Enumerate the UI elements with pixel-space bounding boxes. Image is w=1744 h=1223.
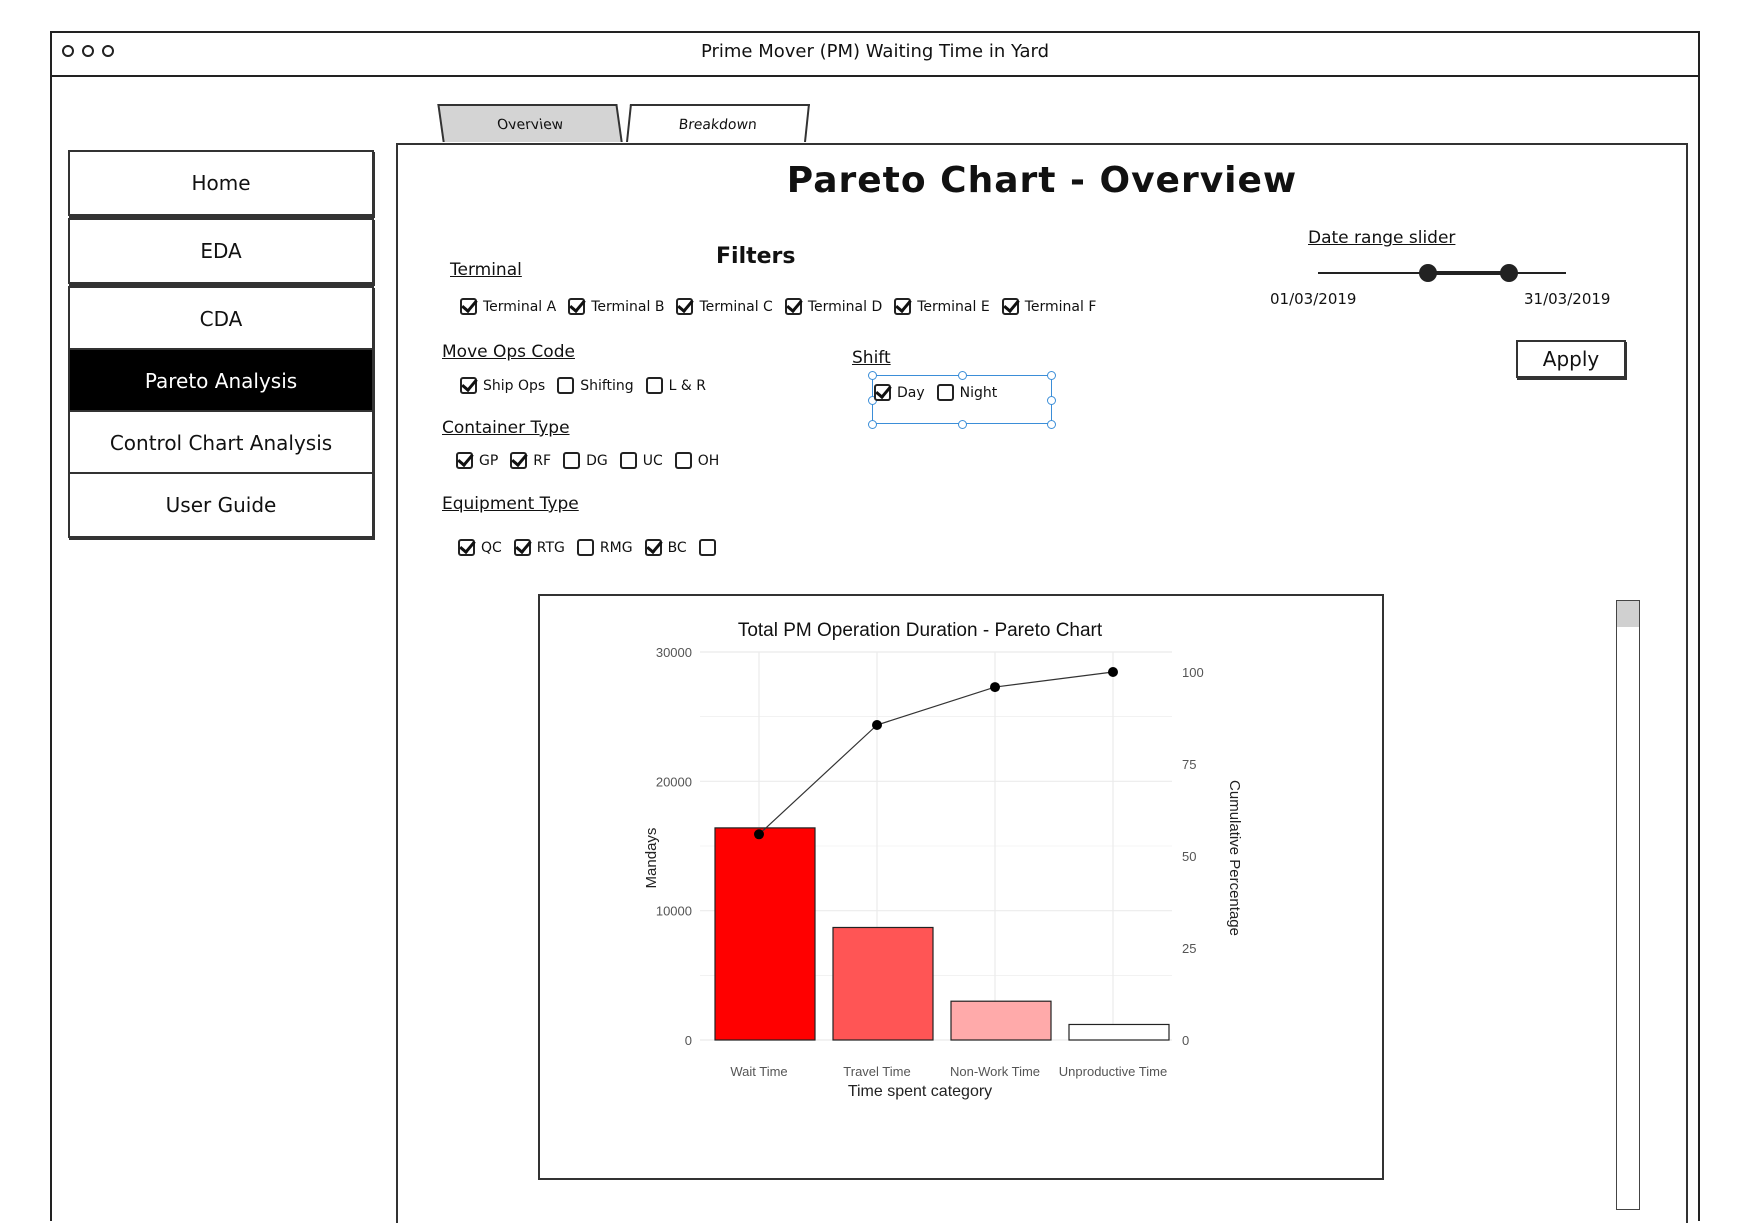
equipment-type-label: Equipment Type bbox=[442, 494, 579, 514]
cumulative-point bbox=[1108, 667, 1118, 677]
x-tick-label: Travel Time bbox=[843, 1064, 911, 1079]
selection-handle[interactable] bbox=[1047, 371, 1056, 380]
selection-handle[interactable] bbox=[958, 371, 967, 380]
checkbox-label: UC bbox=[642, 452, 663, 469]
chart-bar bbox=[715, 828, 815, 1040]
selection-handle[interactable] bbox=[868, 420, 877, 429]
move-ops-option[interactable] bbox=[557, 377, 633, 394]
terminal-label: Terminal bbox=[450, 260, 522, 280]
checkbox-label: OH bbox=[697, 452, 720, 469]
checkbox-unchecked-icon[interactable] bbox=[699, 539, 716, 556]
checkbox-unchecked-icon[interactable] bbox=[675, 452, 692, 469]
checkbox-checked-icon[interactable] bbox=[874, 384, 891, 401]
pareto-chart-svg bbox=[540, 596, 1382, 1178]
terminal-option[interactable] bbox=[785, 298, 882, 315]
selection-handle[interactable] bbox=[1047, 420, 1056, 429]
shift-option[interactable] bbox=[874, 384, 925, 401]
terminal-option[interactable] bbox=[894, 298, 989, 315]
checkbox-unchecked-icon[interactable] bbox=[577, 539, 594, 556]
equipment-option[interactable] bbox=[577, 539, 633, 556]
terminal-options bbox=[460, 298, 1108, 315]
checkbox-label: GP bbox=[479, 452, 499, 469]
page-title: Pareto Chart - Overview bbox=[786, 160, 1298, 201]
checkbox-unchecked-icon[interactable] bbox=[563, 452, 580, 469]
window-title: Prime Mover (PM) Waiting Time in Yard bbox=[700, 41, 1050, 62]
checkbox-label: RF bbox=[533, 452, 552, 469]
sidebar-item-cda[interactable]: CDA bbox=[68, 286, 374, 352]
date-start-value: 01/03/2019 bbox=[1270, 290, 1357, 308]
apply-button[interactable]: Apply bbox=[1516, 340, 1626, 378]
sidebar-item-home[interactable]: Home bbox=[68, 150, 374, 216]
y2-tick-label: 50 bbox=[1182, 849, 1197, 864]
checkbox-label: Terminal C bbox=[699, 298, 773, 315]
chart-bar bbox=[951, 1001, 1051, 1040]
container-option[interactable] bbox=[510, 452, 551, 469]
equipment-option[interactable] bbox=[699, 539, 722, 556]
selection-handle[interactable] bbox=[958, 420, 967, 429]
checkbox-unchecked-icon[interactable] bbox=[620, 452, 637, 469]
checkbox-label: Terminal E bbox=[917, 298, 990, 315]
terminal-option[interactable] bbox=[460, 298, 556, 315]
scrollbar-thumb[interactable] bbox=[1617, 601, 1639, 627]
title-bar bbox=[50, 31, 1700, 77]
x-tick-label: Wait Time bbox=[730, 1064, 788, 1079]
checkbox-checked-icon[interactable] bbox=[460, 298, 477, 315]
equipment-option[interactable] bbox=[458, 539, 502, 556]
y2-tick-label: 75 bbox=[1182, 757, 1197, 772]
shift-label: Shift bbox=[852, 348, 891, 368]
y2-tick-label: 25 bbox=[1182, 941, 1197, 956]
checkbox-checked-icon[interactable] bbox=[1002, 298, 1019, 315]
scrollbar-track[interactable] bbox=[1616, 600, 1640, 1210]
sidebar-item-eda[interactable]: EDA bbox=[68, 218, 374, 284]
chart-y-axis-label: Mandays bbox=[643, 827, 660, 889]
filters-heading: Filters bbox=[716, 244, 796, 269]
checkbox-checked-icon[interactable] bbox=[894, 298, 911, 315]
checkbox-checked-icon[interactable] bbox=[510, 452, 527, 469]
checkbox-checked-icon[interactable] bbox=[645, 539, 662, 556]
date-slider-end-handle[interactable] bbox=[1500, 264, 1518, 282]
checkbox-label: Shifting bbox=[580, 377, 634, 394]
checkbox-label: Terminal A bbox=[483, 298, 557, 315]
terminal-option[interactable] bbox=[1002, 298, 1097, 315]
selection-handle[interactable] bbox=[868, 371, 877, 380]
sidebar-item-pareto-analysis[interactable]: Pareto Analysis bbox=[68, 348, 374, 414]
equipment-option[interactable] bbox=[514, 539, 565, 556]
y-tick-label: 20000 bbox=[655, 774, 692, 790]
cumulative-point bbox=[754, 829, 764, 839]
checkbox-checked-icon[interactable] bbox=[460, 377, 477, 394]
chart-y2-axis-label: Cumulative Percentage bbox=[1226, 780, 1243, 936]
equipment-type-options bbox=[458, 539, 734, 556]
y-tick-label: 30000 bbox=[655, 645, 692, 660]
checkbox-label: Day bbox=[897, 384, 925, 401]
y-tick-label: 10000 bbox=[655, 903, 692, 919]
checkbox-label: Terminal D bbox=[807, 298, 883, 315]
checkbox-unchecked-icon[interactable] bbox=[646, 377, 663, 394]
chart-bar bbox=[1069, 1024, 1169, 1040]
terminal-option[interactable] bbox=[568, 298, 664, 315]
checkbox-checked-icon[interactable] bbox=[785, 298, 802, 315]
x-tick-label: Unproductive Time bbox=[1058, 1064, 1168, 1079]
checkbox-unchecked-icon[interactable] bbox=[937, 384, 954, 401]
y2-tick-label: 0 bbox=[1182, 1033, 1190, 1048]
sidebar-item-user-guide[interactable]: User Guide bbox=[68, 472, 374, 538]
terminal-option[interactable] bbox=[676, 298, 772, 315]
x-tick-label: Non-Work Time bbox=[949, 1064, 1041, 1079]
shift-option[interactable] bbox=[937, 384, 998, 401]
move-ops-option[interactable] bbox=[646, 377, 706, 394]
container-type-label: Container Type bbox=[442, 418, 570, 438]
checkbox-label: Ship Ops bbox=[483, 377, 546, 394]
chart-x-axis-label: Time spent category bbox=[847, 1083, 993, 1100]
chart-title: Total PM Operation Duration - Pareto Chart bbox=[737, 620, 1103, 641]
date-slider-range bbox=[1428, 271, 1510, 275]
checkbox-label: Night bbox=[959, 384, 998, 401]
selection-handle[interactable] bbox=[1047, 396, 1056, 405]
checkbox-checked-icon[interactable] bbox=[458, 539, 475, 556]
sidebar-item-control-chart-analysis[interactable]: Control Chart Analysis bbox=[68, 410, 374, 476]
cumulative-line bbox=[759, 672, 1113, 834]
checkbox-label: BC bbox=[667, 539, 687, 556]
pareto-chart bbox=[538, 594, 1384, 1180]
checkbox-unchecked-icon[interactable] bbox=[557, 377, 574, 394]
checkbox-label: DG bbox=[586, 452, 608, 469]
tab-overview[interactable]: Overview bbox=[437, 104, 622, 142]
y-tick-label: 0 bbox=[684, 1033, 692, 1048]
checkbox-label: Terminal F bbox=[1024, 298, 1097, 315]
equipment-option[interactable] bbox=[645, 539, 687, 556]
checkbox-label: RMG bbox=[599, 539, 633, 556]
checkbox-label: QC bbox=[481, 539, 502, 556]
move-ops-options bbox=[460, 377, 718, 394]
checkbox-checked-icon[interactable] bbox=[676, 298, 693, 315]
cumulative-point bbox=[990, 682, 1000, 692]
container-option[interactable] bbox=[563, 452, 608, 469]
container-option[interactable] bbox=[675, 452, 720, 469]
date-end-value: 31/03/2019 bbox=[1524, 290, 1611, 308]
container-option[interactable] bbox=[456, 452, 498, 469]
y2-tick-label: 100 bbox=[1182, 665, 1204, 680]
checkbox-label: Terminal B bbox=[591, 298, 665, 315]
tab-breakdown[interactable]: Breakdown bbox=[626, 104, 810, 142]
date-range-label: Date range slider bbox=[1308, 228, 1456, 248]
move-ops-label: Move Ops Code bbox=[442, 342, 575, 362]
cumulative-point bbox=[872, 720, 882, 730]
container-type-options bbox=[456, 452, 731, 469]
checkbox-checked-icon[interactable] bbox=[568, 298, 585, 315]
checkbox-label: L & R bbox=[668, 377, 707, 394]
checkbox-checked-icon[interactable] bbox=[514, 539, 531, 556]
date-slider-start-handle[interactable] bbox=[1419, 264, 1437, 282]
container-option[interactable] bbox=[620, 452, 663, 469]
shift-options bbox=[874, 384, 1009, 401]
chart-bar bbox=[833, 927, 933, 1040]
move-ops-option[interactable] bbox=[460, 377, 545, 394]
checkbox-label: RTG bbox=[536, 539, 565, 556]
checkbox-checked-icon[interactable] bbox=[456, 452, 473, 469]
